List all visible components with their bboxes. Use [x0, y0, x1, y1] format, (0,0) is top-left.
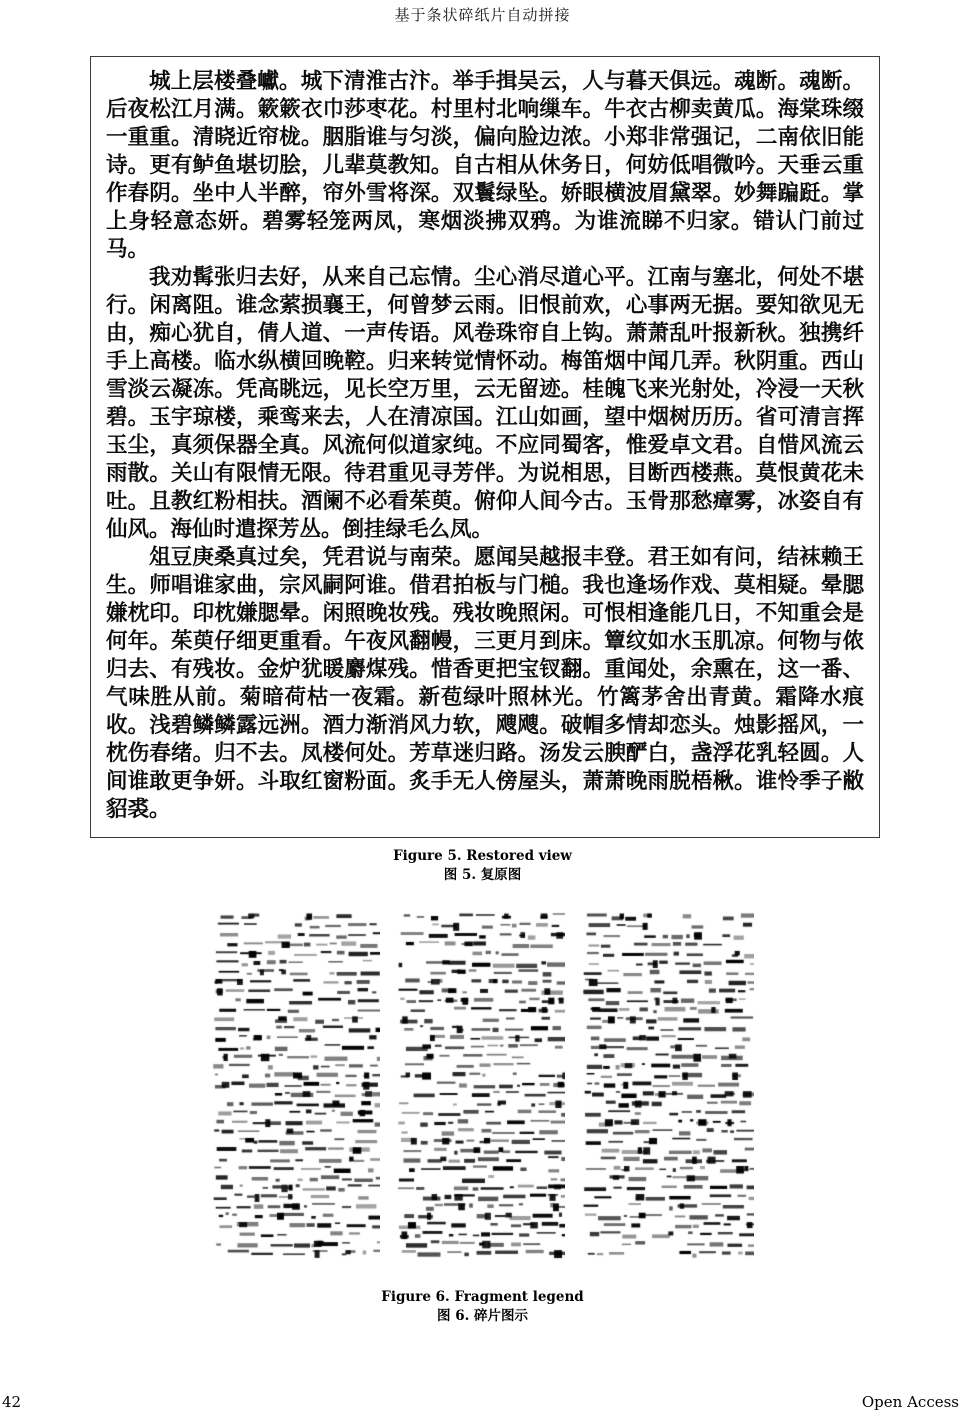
figure6-caption-zh: 图 6. 碎片图示: [437, 1308, 528, 1324]
figure6-caption: [0, 1288, 965, 1326]
fragment-strip-image: [212, 912, 380, 1264]
figure6-fragment-strips: [0, 912, 965, 1264]
figure5-caption: [0, 847, 965, 885]
page-number: 42: [2, 1393, 22, 1411]
restored-text-paragraph: 城上层楼叠巘。城下清淮古汴。举手揖吴云，人与暮天俱远。魂断。魂断。后夜松江月满。簌簌衣巾莎枣花。村里村北响缫车。牛衣古柳卖黄瓜。海棠珠缀一重重。清晓近帘栊。胭脂谁与匀淡，偏向脸边浓。小郑非常强记，二南依旧能诗。更有鲈鱼堪切脍，儿辈莫教知。自古相从休务日，何妨低唱微吟。天垂云重作春阴。坐中人半醉，帘外雪将深。双鬟绿坠。娇眼横波眉黛翠。妙舞蹁跹。掌上身轻意态妍。碧雾轻笼两凤，寒烟淡拂双鸦。为谁流睇不归家。错认门前过马。: [106, 69, 864, 262]
restored-text-paragraph: 我劝髯张归去好，从来自己忘情。尘心消尽道心平。江南与塞北，何处不堪行。闲离阻。谁念萦损襄王，何曾梦云雨。旧恨前欢，心事两无据。要知欲见无由，痴心犹自，倩人道、一声传语。风卷珠帘自上钩。萧萧乱叶报新秋。独携纤手上高楼。临水纵横回晚鞚。归来转觉情怀动。梅笛烟中闻几弄。秋阴重。西山雪淡云凝冻。凭高眺远，见长空万里，云无留迹。桂魄飞来光射处，冷浸一天秋碧。玉宇琼楼，乘鸾来去，人在清凉国。江山如画，望中烟树历历。省可清言挥玉尘，真须保器全真。风流何似道家纯。不应同蜀客，惟爱卓文君。自惜风流云雨散。关山有限情无限。待君重见寻芳伴。为说相思，目断西楼燕。莫恨黄花未吐。且教红粉相扶。酒阑不必看茱萸。俯仰人间今古。玉骨那愁瘴雾，冰姿自有仙风。海仙时遣探芳丛。倒挂绿毛么凤。: [106, 265, 864, 542]
open-access-label: Open Access: [861, 1393, 959, 1411]
fragment-strip-image: [397, 912, 565, 1264]
figure5-caption-en: Figure 5. Restored view: [393, 848, 572, 864]
restored-text-paragraph: 俎豆庚桑真过矣，凭君说与南荣。愿闻吴越报丰登。君王如有问，结袜赖王生。师唱谁家曲，宗风嗣阿谁。借君拍板与门槌。我也逢场作戏、莫相疑。晕腮嫌枕印。印枕嫌腮晕。闲照晚妆残。残妆晚照闲。可恨相逢能几日，不知重会是何年。茱萸仔细更重看。午夜风翻幔，三更月到床。簟纹如水玉肌凉。何物与侬归去、有残妆。金炉犹暖麝煤残。惜香更把宝钗翻。重闻处，余熏在，这一番、气味胜从前。菊暗荷枯一夜霜。新苞绿叶照林光。竹篱茅舍出青黄。霜降水痕收。浅碧鳞鳞露远洲。酒力渐消风力软，飕飕。破帽多情却恋头。烛影摇风，一枕伤春绪。归不去。凤楼何处。芳草迷归路。汤发云腴酽白，盏浮花乳轻圆。人间谁敢更争妍。斗取红窗粉面。炙手无人傍屋头，萧萧晚雨脱梧楸。谁怜季子敝貂裘。: [106, 545, 864, 822]
fragment-strip-image: [582, 912, 754, 1264]
figure6-caption-en: Figure 6. Fragment legend: [381, 1289, 584, 1305]
figure5-caption-zh: 图 5. 复原图: [443, 867, 522, 883]
figure5-restored-view-image: [90, 56, 880, 838]
running-title: 基于条状碎纸片自动拼接: [394, 6, 571, 24]
